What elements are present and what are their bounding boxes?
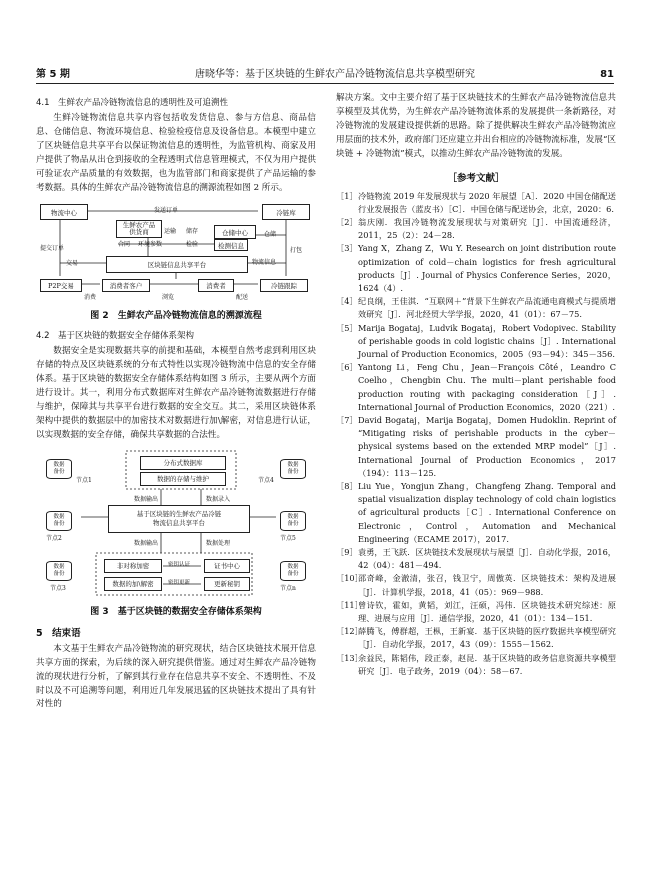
cert-center-box: 证书中心 [204, 559, 250, 573]
node-n-label: 节点n [280, 584, 296, 592]
reference-item [336, 242, 616, 295]
platform-box: 区块链信息共享平台 [106, 256, 248, 273]
label-send-order: 发送订单 [154, 207, 179, 215]
node-5-backup: 数据 备份 [280, 511, 306, 531]
reference-number: ［13］ [336, 652, 363, 663]
reference-text: Yang X，Zhang Z，Wu Y. Research on joint distribution route optimization of cold－chain logistics for fresh agricultural products［J］. Journal of Physics Conference Series，2020，1624（4）. [358, 243, 616, 293]
page-number: 81 [600, 69, 614, 80]
reference-text: 纪良纲，王佳淇．“互联网＋”背景下生鲜农产品流通电商模式与提质增效研究［J］．河北经贸大学学报，2020，41（01）：67－75. [358, 296, 616, 320]
reference-number: ［1］ [336, 190, 358, 201]
consumer-box: 消费者 [198, 279, 234, 292]
running-header [36, 62, 614, 84]
reference-number: ［9］ [336, 547, 358, 558]
reference-item [336, 572, 616, 598]
section-4-2-title: 4.2 基于区块链的数据安全存储体系架构 [36, 331, 195, 342]
node-1-backup: 数据 备份 [46, 459, 72, 479]
fig3-label-in: 数据录入 [206, 495, 231, 503]
reference-number: ［3］ [336, 243, 358, 254]
label-trade: 交易 [66, 260, 79, 268]
reference-number: ［2］ [336, 216, 358, 227]
node-n-backup: 数据 备份 [280, 561, 306, 581]
supplier-box: 生鲜农产品 供货商 [116, 220, 162, 238]
fig3-platform-box: 基于区块链的生鲜农产品冷链 物流信息共享平台 [108, 505, 250, 533]
label-submit: 提交订单 [40, 245, 65, 253]
label-env: 环境参数 [138, 241, 163, 249]
reference-item [336, 361, 616, 414]
label-inspect: 检验 [186, 241, 199, 249]
reference-number: ［10］ [336, 573, 363, 584]
reference-item [336, 625, 616, 651]
left-column [36, 92, 316, 712]
reference-item [336, 414, 616, 480]
asym-encrypt-box: 非对称加密 [104, 559, 162, 573]
reference-list [336, 190, 616, 679]
reference-text: David Bogataj，Marija Bogataj，Domen Hudoklin. Reprint of “Mitigating risks of perishable products in the cyber－physical systems based on the extended MRP model”［J］. International Journal of Production Economics，2017（194）：113－125. [358, 414, 616, 478]
db-maintain-box: 数据的存储与维护 [140, 472, 226, 486]
node-3-backup: 数据 备份 [46, 561, 72, 581]
distributed-db-box: 分布式数据库 [140, 456, 226, 470]
reference-item [336, 295, 616, 321]
reference-number: ［12］ [336, 626, 363, 637]
node-1-label: 节点1 [76, 476, 92, 484]
section-4-1-title: 4.1 生鲜农产品冷链物流信息的透明性及可追溯性 [36, 98, 229, 108]
label-sale: 消费 [84, 294, 97, 302]
reference-item [336, 216, 616, 242]
figure-2 [36, 201, 316, 303]
tracking-box: 冷链跟踪 [260, 279, 308, 292]
fig3-label-key-auth: 密钥认证 [168, 561, 191, 568]
fig3-label-out: 数据输出 [134, 495, 159, 503]
reference-item [336, 322, 616, 362]
section-5-text: 本文基于生鲜农产品冷链物流的研究现状，结合区块链技术展开信息共享方面的探索，为后续的深入研究提供借鉴。通过对生鲜农产品冷链物流的现状进行分析，了解到其行业存在信息共享不安全、不透明性、不及时以及不可追溯等问题，利用近几年发展迅猛的区块链技术提出了具有针对性的 [36, 643, 316, 710]
reference-text: Marija Bogataj，Ludvik Bogataj，Robert Vodopivec. Stability of perishable goods in cold logistic chains［J］. International Journal of Production Economics，2005（93－94）：345－356. [358, 322, 616, 359]
section-4-1-text: 生鲜冷链物流信息共享内容包括收发货信息、参与方信息、商品信息、仓储信息、物流环境信息、检验检疫信息及设备信息。本模型中建立了区块链信息共享平台以保证物流信息的透明性，为监管机构、商家及用户提供了物品从出仓到接收的全程透明式信息管理模式，不仅为用户提供可验证农产品质量的有效数据，也为监管部门和商家提供了产品运输的参考数据。具体的生鲜农产品冷链物流信息的溯源流程如图 2 所示。 [36, 113, 316, 193]
reference-item [336, 546, 616, 572]
label-transport: 运输 [164, 228, 177, 236]
fig3-label-key-update: 密钥更新 [168, 579, 191, 586]
figure-3 [36, 449, 316, 599]
label-contract: 合同 [118, 241, 131, 249]
reference-text: 冷链物流 2019 年发展现状与 2020 年展望［A］．2020 中国仓储配送行业发展报告（蓝皮书）［C］．中国仓储与配送协会，北京，2020：6. [358, 190, 616, 214]
figure-3-caption: 图 3 基于区块链的数据安全存储体系架构 [90, 606, 262, 617]
warehouse-center-box: 仓储中心 [214, 225, 256, 239]
reference-item [336, 190, 616, 216]
reference-number: ［6］ [336, 362, 358, 373]
reference-item [336, 652, 616, 678]
conclusion-continued: 解决方案。文中主要介绍了基于区块链技术的生鲜农产品冷链物流信息共享模型及其优势，为生鲜农产品冷链物流体系的发展提供一条新路径，对冷链物流的发展建设提供新的思路。除了提供解决生鲜农产品冷链物流应用层面的技术外，政府部门还应建立并出台相应的冷链物流标准，发展“区块链 + 冷链物流”模式，以推动生鲜农产品冷链物流的发展。 [336, 93, 616, 159]
cold-chain-box: 冷链库 [262, 204, 310, 220]
logistics-center-box: 物流中心 [40, 204, 88, 220]
consumer-client-box: 消费者客户 [102, 279, 150, 292]
references-title: ［参考文献］ [447, 172, 505, 184]
reference-number: ［5］ [336, 322, 358, 333]
reference-text: Liu Yue，Yongjun Zhang，Changfeng Zhang. Temporal and spatial visualization display technology of cold chain logistics of agricultural products［C］. International Conference on Electronic，Control，Automation and Mechanical Engineering（ECAME 2017），2017. [358, 481, 616, 544]
node-4-backup: 数据 备份 [280, 459, 306, 479]
reference-number: ［7］ [336, 414, 358, 425]
update-key-box: 更新秘钥 [204, 577, 250, 591]
node-2-backup: 数据 备份 [46, 511, 72, 531]
reference-text: Yantong Li，Feng Chu，Jean－François Côté，Leandro C Coelho，Chengbin Chu. The multi－plant perishable food production routing with packaging consideration［J］. International Journal of Production Economics，2020（221）. [358, 362, 616, 412]
reference-text: 邵奇峰，金澈清，张召，钱卫宁，周傲英．区块链技术：架构及进展［J］．计算机学报，2018，41（05）：969－988. [358, 573, 616, 597]
node-2-label: 节点2 [46, 534, 62, 542]
running-title: 唐晓华等：基于区块链的生鲜农产品冷链物流信息共享模型研究 [195, 69, 475, 80]
decrypt-box: 数据的加\解密 [104, 577, 162, 591]
reference-item [336, 480, 616, 546]
node-4-label: 节点4 [258, 476, 274, 484]
reference-text: 袁勇，王飞跃．区块链技术发展现状与展望［J］．自动化学报，2016，42（04）：481－494. [358, 547, 616, 571]
label-warehouse: 仓储 [264, 231, 277, 239]
reference-number: ［8］ [336, 481, 358, 491]
node-3-label: 节点3 [50, 584, 66, 592]
p2p-box: P2P交易 [40, 279, 82, 292]
reference-text: 余益民，陈韬伟，段正泰，赵昆．基于区块链的政务信息资源共享模型研究［J］．电子政务，2019（04）：58－67. [358, 652, 616, 676]
reference-number: ［11］ [336, 599, 363, 610]
fig3-label-out2: 数据输出 [134, 539, 159, 547]
reference-number: ［4］ [336, 296, 358, 307]
label-logistics-info: 物流信息 [252, 259, 277, 267]
node-5-label: 节点5 [280, 534, 296, 542]
section-4-2-text: 数据安全是实现数据共享的前提和基础，本模型自然考虑到利用区块存储的特点及区块链系统的分布式特性以实现冷链物流中信息的安全存储体系。基于区块链的数据安全存储体系结构如图 3 所示，主要从两个方面进行设计。其一，利用分布式数据库对生鲜农产品冷链物流数据进行存储与维护，保障其与共享平台进行数据的安全交互。其二，采用区块链体系架构中提供的数据层中的加密技术对数据进行加\解密，对信息进行认证，以实现数据的安全存储，确保共享数据的合法性。 [36, 346, 316, 440]
reference-text: 曾诗钦，霍如，黄韬，刘江，汪硕，冯伟．区块链技术研究综述：原理、进展与应用［J］．通信学报，2020，41（01）：134－151. [358, 599, 616, 624]
label-deliver: 配送 [236, 294, 249, 302]
section-5-title: 5 结束语 [36, 627, 81, 639]
detect-box: 检测信息 [214, 239, 248, 251]
reference-text: 翁庆刚．我国冷链物流发展现状与对策研究［J］．中国流通经济，2011，25（2）：24－28. [358, 216, 616, 241]
right-column [336, 92, 616, 678]
issue-number: 第 5 期 [36, 69, 70, 80]
label-storage: 储存 [186, 228, 199, 236]
fig3-label-proc: 数据处理 [206, 539, 231, 547]
reference-text: 薛腾飞，傅群超，王枞，王新宴．基于区块链的医疗数据共享模型研究［J］．自动化学报，2017，43（09）：1555－1562. [358, 626, 616, 650]
figure-2-caption: 图 2 生鲜农产品冷链物流信息的溯源流程 [90, 311, 262, 322]
label-ship: 打包 [290, 247, 303, 255]
label-browse: 浏览 [162, 294, 175, 302]
reference-item [336, 599, 616, 625]
